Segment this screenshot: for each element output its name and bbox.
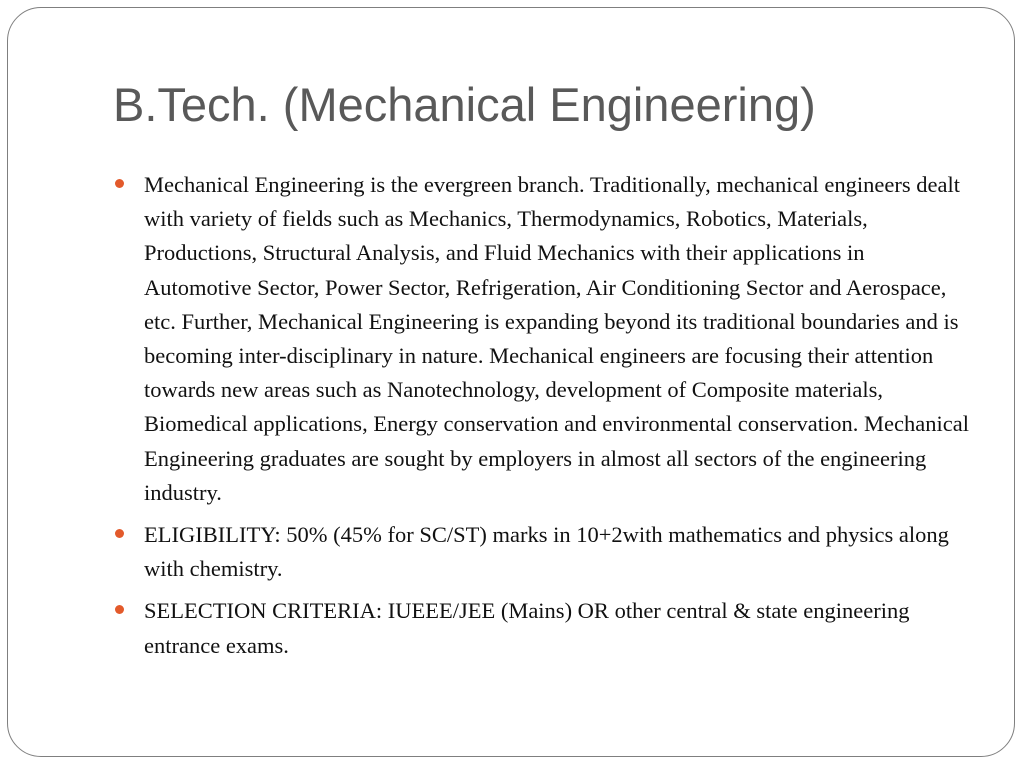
bullet-text: ELIGIBILITY: 50% (45% for SC/ST) marks in 10+2with mathematics and physics along with chemistry. — [144, 522, 949, 582]
slide-title: B.Tech. (Mechanical Engineering) — [113, 78, 816, 131]
bullet-dot-icon — [115, 529, 124, 538]
bullet-dot-icon — [115, 179, 124, 188]
bullet-item-description — [115, 168, 970, 510]
bullet-dot-icon — [115, 605, 124, 614]
bullet-text: Mechanical Engineering is the evergreen branch. Traditionally, mechanical engineers dealt with variety of fields such as Mechanics, Thermodynamics, Robotics, Materials, Productions, Structural Analysis, and Fluid Mechanics with their applications in Automotive Sector, Power Sector, Refrigeration, Air Conditioning Sector and Aerospace, etc. Further, Mechanical Engineering is expanding beyond its traditional boundaries and is becoming inter-disciplinary in nature. Mechanical engineers are focusing their attention towards new areas such as Nanotechnology, development of Composite materials, Biomedical applications, Energy conservation and environmental conservation. Mechanical Engineering graduates are sought by employers in almost all sectors of the engineering industry. — [144, 172, 969, 505]
bullet-list — [115, 168, 970, 671]
bullet-text: SELECTION CRITERIA: IUEEE/JEE (Mains) OR other central & state engineering entrance exams. — [144, 598, 910, 658]
bullet-item-eligibility — [115, 518, 970, 586]
bullet-item-selection-criteria — [115, 594, 970, 662]
